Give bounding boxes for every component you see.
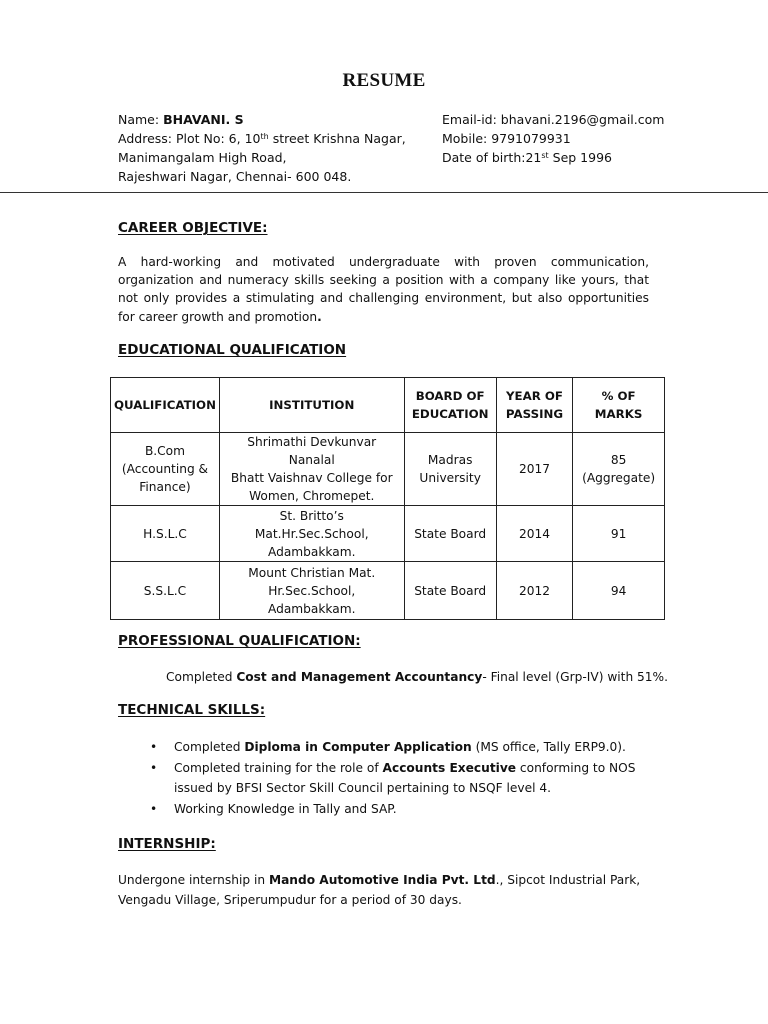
- internship-pre: Undergone internship in: [118, 873, 269, 887]
- name-value: BHAVANI. S: [163, 112, 244, 127]
- year-cell: 2017: [496, 433, 572, 506]
- cell-line: H.S.L.C: [143, 526, 187, 541]
- cell-line: State Board: [414, 526, 487, 541]
- internship-post: ., Sipcot Industrial Park, Vengadu Village, Sriperumpudur for a period of 30 days.: [118, 873, 641, 907]
- column-header: QUALIFICATION: [111, 378, 220, 433]
- qualification-cell: [111, 433, 220, 506]
- cell-line: 91: [610, 526, 627, 541]
- cell-line: Mount Christian Mat.: [248, 565, 376, 580]
- cell-line: (Accounting &: [121, 462, 209, 476]
- qualification-cell: [111, 506, 220, 562]
- cell-line: B.Com: [144, 444, 186, 458]
- column-header: BOARD OF EDUCATION: [404, 378, 496, 433]
- institution-cell: [219, 506, 404, 562]
- address-line-3: Rajeshwari Nagar, Chennai- 600 048.: [118, 169, 352, 184]
- list-item: [150, 799, 650, 820]
- education-heading: EDUCATIONAL QUALIFICATION: [118, 342, 347, 358]
- name-line: [118, 110, 406, 129]
- address-suffix: street Krishna Nagar,: [268, 131, 406, 146]
- table-row: [111, 433, 665, 506]
- skill-pre: Completed training for the role of: [174, 760, 383, 775]
- internship-text: [118, 870, 649, 910]
- marks-cell: [573, 506, 665, 562]
- skill-post: (MS office, Tally ERP9.0).: [471, 740, 626, 754]
- column-header: YEAR OF PASSING: [496, 378, 572, 433]
- education-table: [110, 377, 665, 620]
- email-line: [442, 110, 664, 129]
- cell-line: Madras: [427, 453, 473, 467]
- email-value: bhavani.2196@gmail.com: [500, 112, 665, 127]
- bullet-icon: •: [150, 740, 158, 754]
- education-table-header: [111, 378, 665, 433]
- bullet-icon: •: [150, 760, 158, 775]
- board-cell: [404, 506, 496, 562]
- career-objective-period: .: [317, 309, 322, 324]
- career-objective-heading: CAREER OBJECTIVE:: [118, 220, 268, 236]
- skill-pre: Working Knowledge in Tally and SAP.: [174, 801, 397, 816]
- cell-line: Adambakkam.: [267, 544, 356, 559]
- dob-superscript: st: [541, 151, 549, 160]
- professional-post: - Final level (Grp-IV) with 51%.: [482, 670, 669, 684]
- column-header: % OF MARKS: [573, 378, 665, 433]
- skill-bold: Accounts Executive: [382, 760, 517, 775]
- list-item: [150, 758, 650, 799]
- skill-bold: Diploma in Computer Application: [244, 740, 472, 754]
- page-title: RESUME: [342, 70, 426, 91]
- board-cell: [404, 433, 496, 506]
- skill-post: conforming to NOS issued by BFSI Sector Skill Council pertaining to NSQF level 4.: [174, 760, 636, 795]
- skill-pre: Completed: [174, 740, 245, 754]
- marks-cell: [573, 433, 665, 506]
- internship-bold: Mando Automotive India Pvt. Ltd: [268, 873, 496, 887]
- name-label: Name:: [118, 112, 160, 127]
- professional-text: [166, 667, 668, 687]
- year-cell: 2012: [496, 562, 572, 620]
- personal-details: [118, 110, 406, 186]
- technical-skills-list: [150, 737, 650, 819]
- address-superscript: th: [260, 132, 269, 141]
- bullet-icon: •: [150, 801, 158, 816]
- contact-details: [442, 110, 664, 167]
- mobile-line: Mobile: 9791079931: [442, 131, 571, 146]
- address-prefix: Address: Plot No: 6, 10: [118, 131, 261, 146]
- address-line-1: [118, 129, 406, 148]
- cell-line: State Board: [414, 583, 487, 598]
- institution-cell: [219, 562, 404, 620]
- cell-line: Women, Chromepet.: [249, 489, 375, 503]
- dob-suffix: Sep 1996: [548, 150, 612, 165]
- cell-line: 85: [610, 453, 627, 467]
- qualification-cell: [111, 562, 220, 620]
- board-cell: [404, 562, 496, 620]
- career-objective-body: A hard-working and motivated undergraduate with proven communication, organization and numeracy skills seeking a position with a company like yours, that not only provides a stimulating and challenging environment, but also opportunities for career growth and promotion: [118, 255, 649, 324]
- cell-line: Bhatt Vaishnav College for: [230, 471, 393, 485]
- cell-line: Finance): [139, 480, 191, 494]
- table-row: [111, 506, 665, 562]
- email-label: Email-id:: [442, 112, 497, 127]
- address-line-2: Manimangalam High Road,: [118, 150, 287, 165]
- professional-heading: PROFESSIONAL QUALIFICATION:: [118, 633, 361, 649]
- table-row: [111, 562, 665, 620]
- institution-cell: [219, 433, 404, 506]
- professional-bold: Cost and Management Accountancy: [236, 670, 483, 684]
- cell-line: Hr.Sec.School, Adambakkam.: [267, 583, 356, 616]
- cell-line: St. Britto’s Mat.Hr.Sec.School,: [254, 508, 369, 541]
- column-header: INSTITUTION: [219, 378, 404, 433]
- internship-heading: INTERNSHIP:: [118, 836, 216, 852]
- dob-line: [442, 148, 664, 167]
- cell-line: (Aggregate): [582, 471, 656, 485]
- header-divider: [0, 192, 768, 193]
- marks-cell: [573, 562, 665, 620]
- cell-line: S.S.L.C: [143, 583, 187, 598]
- cell-line: University: [419, 471, 481, 485]
- technical-skills-heading: TECHNICAL SKILLS:: [118, 702, 266, 718]
- dob-prefix: Date of birth:21: [442, 150, 542, 165]
- year-cell: 2014: [496, 506, 572, 562]
- list-item: [150, 737, 650, 758]
- professional-pre: Completed: [166, 670, 237, 684]
- cell-line: Shrimathi Devkunvar Nanalal: [247, 435, 377, 467]
- cell-line: 94: [610, 583, 627, 598]
- career-objective-text: [118, 253, 649, 326]
